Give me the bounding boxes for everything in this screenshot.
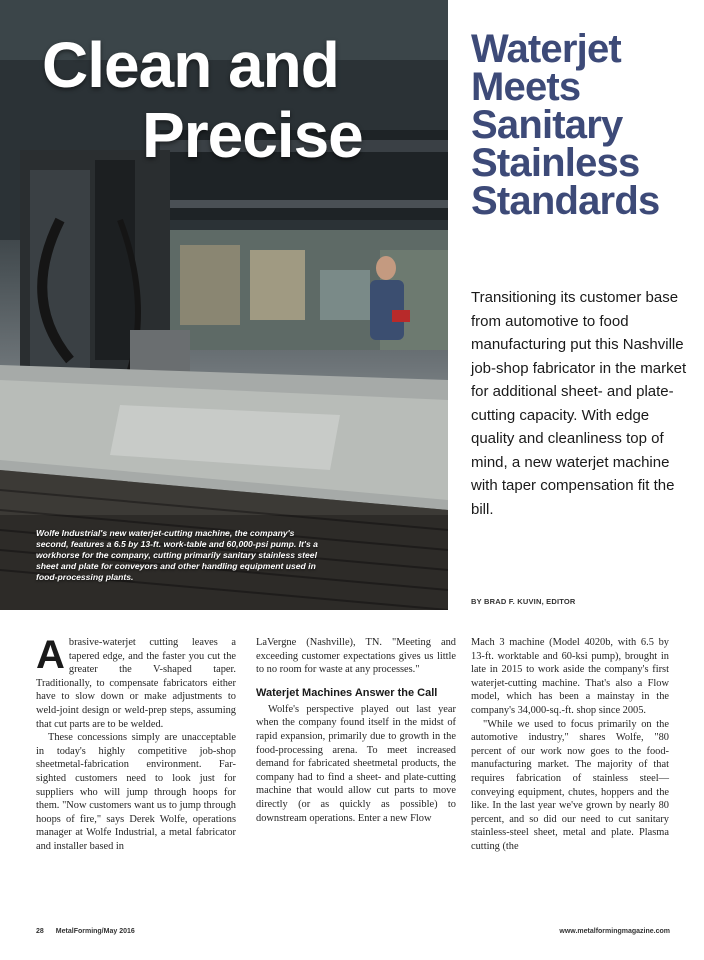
page-number: 28: [36, 928, 44, 935]
magazine-issue: MetalForming/May 2016: [55, 928, 135, 935]
headline-line-1: Clean and: [42, 29, 339, 101]
headline-line-2: Precise: [142, 99, 363, 171]
article-column-3: [471, 636, 669, 854]
section-heading: Waterjet Machines Answer the Call: [256, 686, 438, 699]
article-paragraph: "While we used to focus primarily on the automotive industry," shares Wolfe, "80 percent of our work now goes to the food-manufacturing market. The majority of that requires fabrication of stainless steel—conveying equipment, chutes, hoppers and the like. In the last year we've grown by nearly 80 percent, and so did our need to cut sanitary stainless-steel sheet, metal and plate. Plasma cutting (the: [471, 718, 669, 852]
page-footer: [36, 928, 670, 940]
article-paragraph: Mach 3 machine (Model 4020b, with 6.5 by 13-ft. worktable and 60-ksi pump), brought in late in 2015 to work aside the company's first waterjet-cutting machine. That's also a Flow model, which has been a mainstay in the company's 34,000-sq.-ft. shop since 2005.: [471, 637, 669, 716]
article-paragraph: These concessions simply are unacceptable in today's highly competitive job-shop sheetmetal-fabrication environment. Far-sighted customers need to look just for suppliers who will jump through hoops for them. "Now customers want us to jump through hoops of fire," says Derek Wolfe, operations manager at Wolfe Industrial, a metal fabricator and installer based in: [36, 732, 236, 852]
article-paragraph: Wolfe's perspective played out last year when the company found itself in the midst of rapid expansion, primarily due to growth in the food-processing arena. To meet increased demand for fabricated sheetmetal products, the company had to find a sheet- and plate-cutting machine that would allow cut parts to move directly (or as quickly as possible) to downstream operations. Enter a new Flow: [256, 703, 456, 824]
drop-cap: A: [36, 633, 65, 677]
article-column-2: [256, 636, 456, 825]
byline: BY BRAD F. KUVIN, EDITOR: [471, 597, 576, 606]
article-column-1: [36, 633, 236, 854]
article-dek: Transitioning its customer base from automotive to food manufacturing put this Nashville job-shop fabricator in the market for additional sheet- and plate-cutting capacity. With edge quality and cleanliness top of mind, a new waterjet machine with taper compensation fit the bill.: [471, 289, 687, 518]
article-paragraph: LaVergne (Nashville), TN. "Meeting and exceeding customer expectations gives us little to no room for waste at any processes.": [256, 637, 456, 676]
footer-left: [36, 928, 147, 935]
website-link[interactable]: www.metalformingmagazine.com: [559, 928, 670, 935]
headline: [42, 30, 442, 170]
subheadline: Waterjet Meets Sanitary Stainless Standards: [471, 27, 660, 223]
photo-caption: Wolfe Industrial's new waterjet-cutting machine, the company's second, features a 6.5 by 13-ft. work-table and 60,000-psi pump. It's a workhorse for the company, cutting primarily sanitary stainless steel sheet and plate for conveyors and other handling equipment used in food-processing plants.: [36, 528, 318, 582]
hero-photo: [0, 0, 448, 610]
article-paragraph: Abrasive-waterjet cutting leaves a tapered edge, and the faster you cut the greater the V-shaped taper. Traditionally, to compensate fabricators either have to slow down or make adjustments to weld-joint design or weld-prep steps, assuming that cut parts are to be welded.: [36, 633, 236, 730]
